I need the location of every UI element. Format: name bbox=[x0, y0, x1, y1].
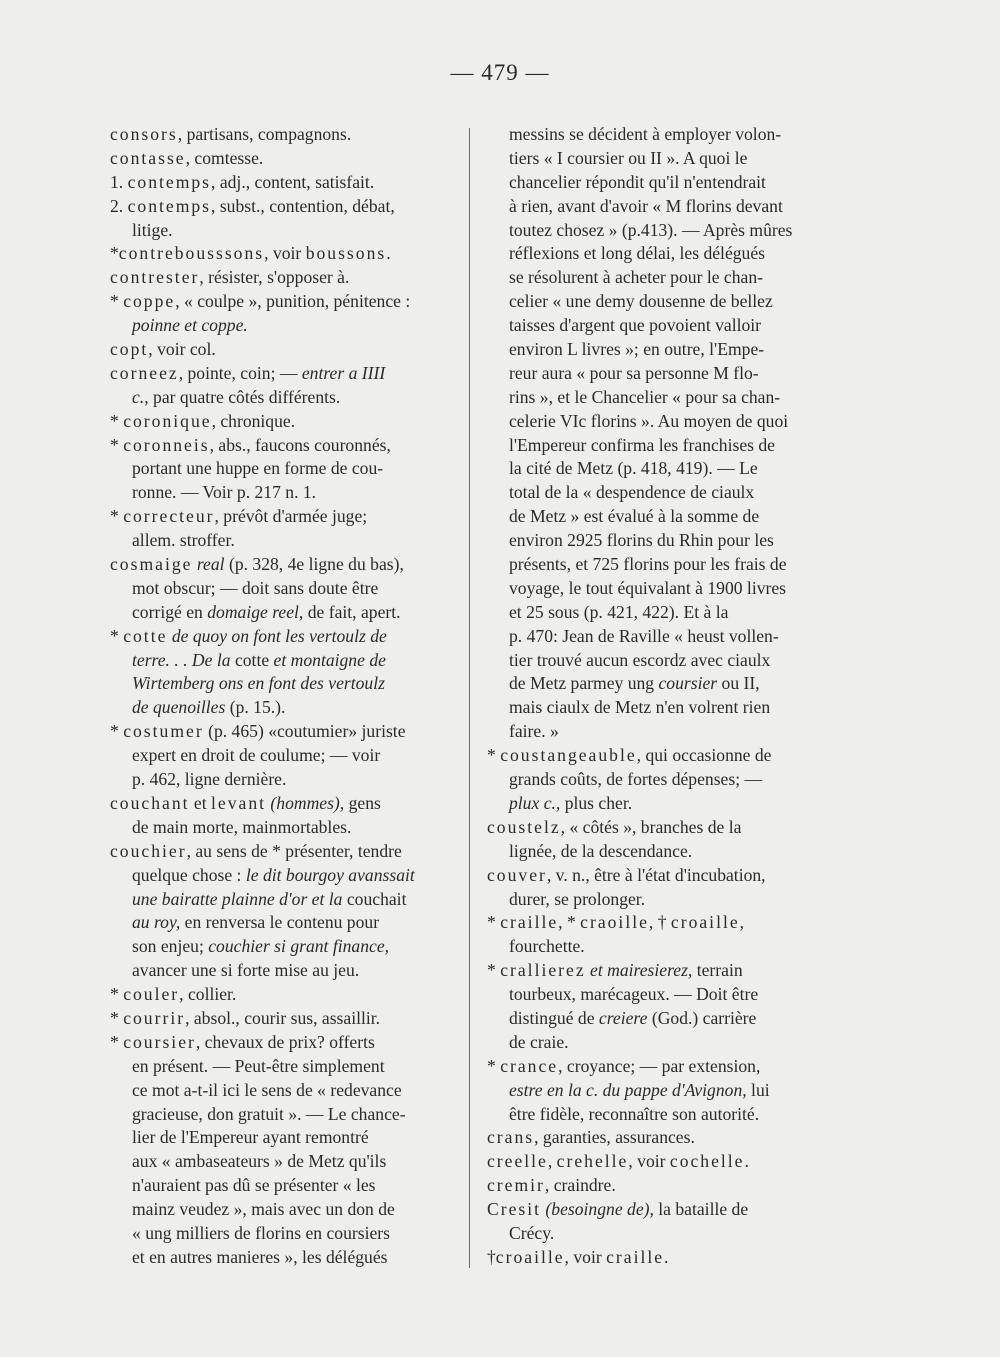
left-column-line bbox=[110, 314, 458, 338]
headword: contrebousssons bbox=[118, 243, 265, 264]
right-column-line bbox=[487, 386, 823, 410]
headword: cotte bbox=[123, 625, 168, 646]
italic-text: entrer a IIII bbox=[301, 362, 386, 383]
left-column-line bbox=[110, 338, 458, 362]
entry-marker: * bbox=[110, 1031, 124, 1052]
entry-marker: * bbox=[110, 506, 124, 527]
headword: crans bbox=[487, 1127, 535, 1148]
entry-marker: * bbox=[110, 243, 119, 264]
entry-text: ronne. — Voir p. 217 n. 1. bbox=[132, 482, 317, 503]
right-column-line bbox=[487, 553, 823, 577]
entry-text: cotte bbox=[230, 649, 274, 670]
entry-text: n'auraient pas dû se présenter « les bbox=[132, 1175, 376, 1196]
entry-text: , voir col. bbox=[148, 339, 216, 360]
entry-text: gracieuse, don gratuit ». — Le chance- bbox=[132, 1103, 406, 1124]
right-column-line bbox=[487, 266, 823, 290]
entry-text: (p. 328, 4e ligne du bas), bbox=[224, 554, 404, 575]
right-column-line bbox=[487, 1222, 823, 1246]
left-column-line bbox=[110, 577, 458, 601]
entry-text: corrigé en bbox=[132, 601, 208, 622]
right-column-line bbox=[487, 1055, 823, 1079]
right-column-line bbox=[487, 123, 823, 147]
right-column-line bbox=[487, 242, 823, 266]
entry-text: , comtesse. bbox=[185, 147, 264, 168]
italic-text: et mairesierez, bbox=[585, 960, 693, 981]
left-column-line bbox=[110, 601, 458, 625]
italic-text: de quoy on font les vertoulz de bbox=[171, 625, 387, 646]
left-column-line bbox=[110, 1007, 458, 1031]
italic-text: (besoingne de), bbox=[541, 1199, 654, 1220]
entry-text: l'Empereur confirma les franchises de bbox=[509, 434, 775, 455]
headword: courrir bbox=[123, 1007, 186, 1028]
entry-text: , pointe, coin; — bbox=[178, 362, 302, 383]
headword: craille bbox=[500, 912, 559, 933]
left-column-line bbox=[110, 266, 458, 290]
left-column-line bbox=[110, 816, 458, 840]
left-column-line bbox=[110, 1055, 458, 1079]
entry-text: chancelier répondit qu'il n'entendrait bbox=[509, 171, 766, 192]
headword: couler bbox=[123, 984, 180, 1005]
entry-text: , par quatre côtés différents. bbox=[144, 386, 341, 407]
entry-text: lignée, de la descendance. bbox=[509, 840, 693, 861]
right-column-line bbox=[487, 1079, 823, 1103]
italic-text: au roy, bbox=[132, 912, 181, 933]
entry-text: se résolurent à acheter pour le chan- bbox=[509, 267, 764, 288]
left-column-line bbox=[110, 147, 458, 171]
entry-text: p. 470: Jean de Raville « heust vollen- bbox=[509, 625, 779, 646]
headword: croaille bbox=[495, 1246, 565, 1267]
entry-text: aux « ambaseateurs » de Metz qu'ils bbox=[132, 1151, 387, 1172]
entry-text: lier de l'Empereur ayant remontré bbox=[132, 1127, 369, 1148]
page-number: — 479 — bbox=[450, 60, 550, 85]
right-column-line bbox=[487, 1174, 823, 1198]
entry-text: , chevaux de prix? offerts bbox=[195, 1031, 375, 1052]
entry-marker: * bbox=[110, 291, 124, 312]
headword: cochelle bbox=[669, 1151, 745, 1172]
right-column-line bbox=[487, 840, 823, 864]
entry-text: de Metz » est évalué à la somme de bbox=[509, 506, 760, 527]
right-column-line bbox=[487, 935, 823, 959]
left-column-line bbox=[110, 1103, 458, 1127]
left-column-line bbox=[110, 1222, 458, 1246]
entry-text: en renversa le contenu pour bbox=[180, 912, 380, 933]
entry-text: reur aura « pour sa personne M flo- bbox=[509, 362, 759, 383]
headword: couchier bbox=[110, 840, 187, 861]
entry-text: , bbox=[739, 912, 745, 933]
entry-text: être fidèle, reconnaître son autorité. bbox=[509, 1103, 760, 1124]
italic-text: terre. . . De la bbox=[132, 649, 231, 670]
italic-text: et montaigne de bbox=[273, 649, 386, 670]
entry-text: mais ciaulx de Metz n'en volrent rien bbox=[509, 697, 771, 718]
italic-text: Wirtemberg ons en font des vertoulz bbox=[132, 673, 385, 694]
entry-text: , collier. bbox=[179, 984, 237, 1005]
right-column-line bbox=[487, 983, 823, 1007]
entry-text: la cité de Metz (p. 418, 419). — Le bbox=[509, 458, 758, 479]
headword: Cresit bbox=[487, 1199, 542, 1220]
entry-text: p. 462, ligne dernière. bbox=[132, 769, 287, 790]
entry-text: toutez chosez » (p.413). — Après mûres bbox=[509, 219, 793, 240]
left-column-line bbox=[110, 457, 458, 481]
entry-text: , * bbox=[558, 912, 581, 933]
right-column-line bbox=[487, 720, 823, 744]
entry-text: portant une huppe en forme de cou- bbox=[132, 458, 384, 479]
italic-text: poinne et coppe. bbox=[132, 315, 248, 336]
entry-text: , v. n., être à l'état d'incubation, bbox=[546, 864, 766, 885]
left-column-line bbox=[110, 959, 458, 983]
right-column-line bbox=[487, 792, 823, 816]
headword: cosmaige bbox=[110, 554, 193, 575]
italic-text: couchier si grant finance, bbox=[208, 936, 390, 957]
left-column-line bbox=[110, 386, 458, 410]
left-column-line bbox=[110, 219, 458, 243]
left-column-line bbox=[110, 768, 458, 792]
right-column-line bbox=[487, 219, 823, 243]
entry-text: , « coulpe », punition, pénitence : bbox=[175, 291, 411, 312]
entry-text: , « côtés », branches de la bbox=[560, 816, 742, 837]
entry-text: , au sens de * présenter, tendre bbox=[186, 840, 402, 861]
entry-text: , prévôt d'armée juge; bbox=[214, 506, 368, 527]
entry-text: messins se décident à employer volon- bbox=[509, 124, 782, 144]
headword: cremir bbox=[487, 1175, 545, 1196]
headword: correcteur bbox=[123, 506, 215, 527]
entry-text: (p. 15.). bbox=[225, 697, 286, 718]
right-column-line bbox=[487, 672, 823, 696]
entry-text: fourchette. bbox=[509, 936, 585, 957]
entry-text: celerie VIc florins ». Au moyen de quoi bbox=[509, 410, 789, 431]
headword: crehelle bbox=[556, 1151, 629, 1172]
right-column-line bbox=[487, 1007, 823, 1031]
headword: consors bbox=[110, 124, 178, 144]
right-column-line bbox=[487, 1246, 823, 1270]
right-column-line bbox=[487, 768, 823, 792]
entry-text: (p. 465) «coutumier» juriste bbox=[203, 721, 406, 742]
entry-marker: * bbox=[110, 721, 124, 742]
entry-text: , absol., courir sus, assaillir. bbox=[185, 1007, 381, 1028]
right-column-line bbox=[487, 314, 823, 338]
left-column-line bbox=[110, 1246, 458, 1270]
left-column-line bbox=[110, 123, 458, 147]
headword: contasse bbox=[110, 147, 186, 168]
italic-text: creiere bbox=[598, 1007, 648, 1028]
headword: contemps bbox=[127, 171, 212, 192]
entry-text: réflexions et long délai, les délégués bbox=[509, 243, 766, 264]
left-column-line bbox=[110, 434, 458, 458]
entry-text: plus cher. bbox=[560, 792, 633, 813]
left-column-line bbox=[110, 505, 458, 529]
right-column-line bbox=[487, 338, 823, 362]
italic-text: c. bbox=[132, 386, 145, 407]
entry-text: environ 2925 florins du Rhin pour les bbox=[509, 530, 774, 551]
entry-text: , résister, s'opposer à. bbox=[199, 267, 350, 288]
left-column-line bbox=[110, 410, 458, 434]
headword: coppe bbox=[123, 291, 176, 312]
entry-text: quelque chose : bbox=[132, 864, 246, 885]
entry-marker: * bbox=[110, 1007, 124, 1028]
entry-text: de Metz parmey ung bbox=[509, 673, 659, 694]
right-column-line bbox=[487, 864, 823, 888]
left-column-line bbox=[110, 529, 458, 553]
right-column-line bbox=[487, 171, 823, 195]
italic-text: coursier bbox=[658, 673, 718, 694]
entry-text: taisses d'argent que povoient valloir bbox=[509, 315, 762, 336]
entry-text: et en autres manieres », les délégués bbox=[132, 1246, 388, 1267]
left-column bbox=[110, 123, 458, 1270]
left-column-line bbox=[110, 792, 458, 816]
right-column-line bbox=[487, 362, 823, 386]
headword: coronneis bbox=[123, 434, 210, 455]
entry-marker: * bbox=[110, 434, 124, 455]
left-column-line bbox=[110, 553, 458, 577]
headword: costumer bbox=[123, 721, 204, 742]
right-column-line bbox=[487, 601, 823, 625]
entry-text: expert en droit de coulume; — voir bbox=[132, 745, 381, 766]
entry-marker: * bbox=[110, 410, 124, 431]
entry-text: couchait bbox=[342, 888, 407, 909]
entry-text: lui bbox=[746, 1079, 770, 1100]
right-column-line bbox=[487, 195, 823, 219]
entry-text: , partisans, compagnons. bbox=[177, 124, 352, 144]
left-column-line bbox=[110, 1126, 458, 1150]
entry-text: (God.) carrière bbox=[647, 1007, 757, 1028]
right-column-line bbox=[487, 1198, 823, 1222]
entry-text: . bbox=[664, 1246, 669, 1267]
entry-text: , † bbox=[648, 912, 671, 933]
italic-text: de quenoilles bbox=[132, 697, 226, 718]
left-column-line bbox=[110, 1174, 458, 1198]
entry-text: mainz veudez », mais avec un don de bbox=[132, 1199, 395, 1220]
entry-text: tier trouvé aucun escordz avec ciaulx bbox=[509, 649, 771, 670]
headword: craoille bbox=[580, 912, 649, 933]
entry-text: à rien, avant d'avoir « M florins devant bbox=[509, 195, 783, 216]
headword: croaille bbox=[670, 912, 740, 933]
entry-text: et 25 sous (p. 421, 422). Et à la bbox=[509, 601, 729, 622]
entry-text: de main morte, mainmortables. bbox=[132, 816, 352, 837]
left-column-line bbox=[110, 1150, 458, 1174]
italic-text: (hommes), bbox=[266, 792, 345, 813]
entry-text: , adj., content, satisfait. bbox=[211, 171, 375, 192]
left-column-line bbox=[110, 1031, 458, 1055]
left-column-line bbox=[110, 481, 458, 505]
entry-text: en présent. — Peut-être simplement bbox=[132, 1055, 385, 1076]
entry-text: et bbox=[189, 792, 212, 813]
left-column-line bbox=[110, 242, 458, 266]
left-column-line bbox=[110, 672, 458, 696]
entry-marker: * bbox=[487, 745, 501, 766]
entry-text: grands coûts, de fortes dépenses; — bbox=[509, 769, 763, 790]
right-column-line bbox=[487, 505, 823, 529]
headword: couchant bbox=[110, 792, 190, 813]
entry-text: de craie. bbox=[509, 1031, 569, 1052]
headword: coronique bbox=[123, 410, 212, 431]
left-column-line bbox=[110, 983, 458, 1007]
headword: contrester bbox=[110, 267, 200, 288]
right-column-line bbox=[487, 816, 823, 840]
italic-text: estre en la c. du pappe d'Avignon, bbox=[509, 1079, 747, 1100]
entry-text: Crécy. bbox=[509, 1222, 555, 1243]
left-column-line bbox=[110, 1198, 458, 1222]
right-column-line bbox=[487, 911, 823, 935]
entry-marker: * bbox=[487, 960, 501, 981]
entry-marker: * bbox=[487, 912, 501, 933]
headword: couver bbox=[487, 864, 547, 885]
headword: copt bbox=[110, 339, 149, 360]
entry-marker: 1. bbox=[110, 171, 128, 192]
headword: creelle bbox=[487, 1151, 548, 1172]
headword: levant bbox=[211, 792, 267, 813]
headword: boussons bbox=[305, 243, 387, 264]
right-column-line bbox=[487, 410, 823, 434]
right-column-line bbox=[487, 625, 823, 649]
headword: coustelz bbox=[487, 816, 561, 837]
entry-text: litige. bbox=[132, 219, 173, 240]
entry-text: . bbox=[386, 243, 391, 264]
entry-text: ce mot a-t-il ici le sens de « redevance bbox=[132, 1079, 402, 1100]
entry-text: de fait, apert. bbox=[303, 601, 401, 622]
headword: crallierez bbox=[500, 960, 586, 981]
entry-text: rins », et le Chancelier « pour sa chan- bbox=[509, 386, 781, 407]
left-column-line bbox=[110, 935, 458, 959]
left-column-line bbox=[110, 696, 458, 720]
right-column-line bbox=[487, 649, 823, 673]
entry-text: environ L livres »; en outre, l'Empe- bbox=[509, 339, 765, 360]
entry-text: , bbox=[547, 1151, 557, 1172]
entry-text: « ung milliers de florins en coursiers bbox=[132, 1222, 390, 1243]
entry-text: distingué de bbox=[509, 1007, 599, 1028]
right-column-line bbox=[487, 744, 823, 768]
entry-text: gens bbox=[344, 792, 381, 813]
left-column-line bbox=[110, 864, 458, 888]
entry-marker: * bbox=[110, 625, 124, 646]
right-column bbox=[487, 123, 823, 1270]
entry-marker: * bbox=[110, 984, 124, 1005]
left-column-line bbox=[110, 911, 458, 935]
entry-text: , chronique. bbox=[211, 410, 296, 431]
right-column-line bbox=[487, 434, 823, 458]
right-column-line bbox=[487, 1031, 823, 1055]
entry-text: , qui occasionne de bbox=[636, 745, 772, 766]
right-column-line bbox=[487, 147, 823, 171]
headword: contemps bbox=[127, 195, 212, 216]
right-column-line bbox=[487, 1150, 823, 1174]
italic-text: le dit bourgoy avanssait bbox=[245, 864, 415, 885]
entry-text: , croyance; — par extension, bbox=[558, 1055, 761, 1076]
entry-text: , garanties, assurances. bbox=[534, 1127, 695, 1148]
left-column-line bbox=[110, 840, 458, 864]
right-column-line bbox=[487, 1126, 823, 1150]
entry-marker: * bbox=[487, 1055, 501, 1076]
right-column-line bbox=[487, 529, 823, 553]
entry-text: . bbox=[744, 1151, 749, 1172]
left-column-line bbox=[110, 171, 458, 195]
right-column-line bbox=[487, 1103, 823, 1127]
headword: coustangeauble bbox=[500, 745, 637, 766]
italic-text: real bbox=[196, 554, 225, 575]
entry-text: , voir bbox=[628, 1151, 670, 1172]
right-column-line bbox=[487, 959, 823, 983]
left-column-line bbox=[110, 625, 458, 649]
left-column-line bbox=[110, 195, 458, 219]
headword: coursier bbox=[123, 1031, 196, 1052]
entry-text: allem. stroffer. bbox=[132, 530, 235, 551]
entry-marker: 2. bbox=[110, 195, 128, 216]
left-column-line bbox=[110, 888, 458, 912]
entry-text: celier « une demy dousenne de bellez bbox=[509, 291, 773, 312]
right-column-line bbox=[487, 481, 823, 505]
right-column-line bbox=[487, 696, 823, 720]
entry-text: tourbeux, marécageux. — Doit être bbox=[509, 984, 759, 1005]
italic-text: une bairatte plainne d'or et la bbox=[132, 888, 343, 909]
entry-text: tiers « I coursier ou II ». A quoi le bbox=[509, 147, 748, 168]
left-column-line bbox=[110, 649, 458, 673]
left-column-line bbox=[110, 362, 458, 386]
entry-text: durer, se prolonger. bbox=[509, 888, 646, 909]
entry-text: présents, et 725 florins pour les frais de bbox=[509, 554, 787, 575]
entry-text: total de la « despendence de ciaulx bbox=[509, 482, 755, 503]
left-column-line bbox=[110, 720, 458, 744]
entry-text: , craindre. bbox=[544, 1175, 616, 1196]
entry-text: terrain bbox=[692, 960, 743, 981]
right-column-line bbox=[487, 290, 823, 314]
right-column-line bbox=[487, 577, 823, 601]
right-column-line bbox=[487, 457, 823, 481]
entry-text: , subst., contention, débat, bbox=[211, 195, 395, 216]
entry-text: avancer une si forte mise au jeu. bbox=[132, 960, 360, 981]
left-column-line bbox=[110, 290, 458, 314]
headword: corneez bbox=[110, 362, 179, 383]
entry-text: , abs., faucons couronnés, bbox=[209, 434, 391, 455]
right-column-line bbox=[487, 888, 823, 912]
headword: crance bbox=[500, 1055, 559, 1076]
entry-text: voyage, le tout équivalant à 1900 livres bbox=[509, 577, 787, 598]
entry-text: ou II, bbox=[717, 673, 760, 694]
left-column-line bbox=[110, 1079, 458, 1103]
entry-marker: † bbox=[487, 1246, 496, 1267]
entry-text: , voir bbox=[264, 243, 306, 264]
column-divider bbox=[469, 128, 470, 1268]
entry-text: son enjeu; bbox=[132, 936, 209, 957]
italic-text: plux c., bbox=[509, 792, 561, 813]
italic-text: domaige reel, bbox=[207, 601, 304, 622]
entry-text: , voir bbox=[564, 1246, 607, 1267]
headword: craille bbox=[606, 1246, 665, 1267]
entry-text: la bataille de bbox=[653, 1199, 749, 1220]
entry-text: faire. » bbox=[509, 721, 559, 742]
entry-text: mot obscur; — doit sans doute être bbox=[132, 577, 379, 598]
left-column-line bbox=[110, 744, 458, 768]
